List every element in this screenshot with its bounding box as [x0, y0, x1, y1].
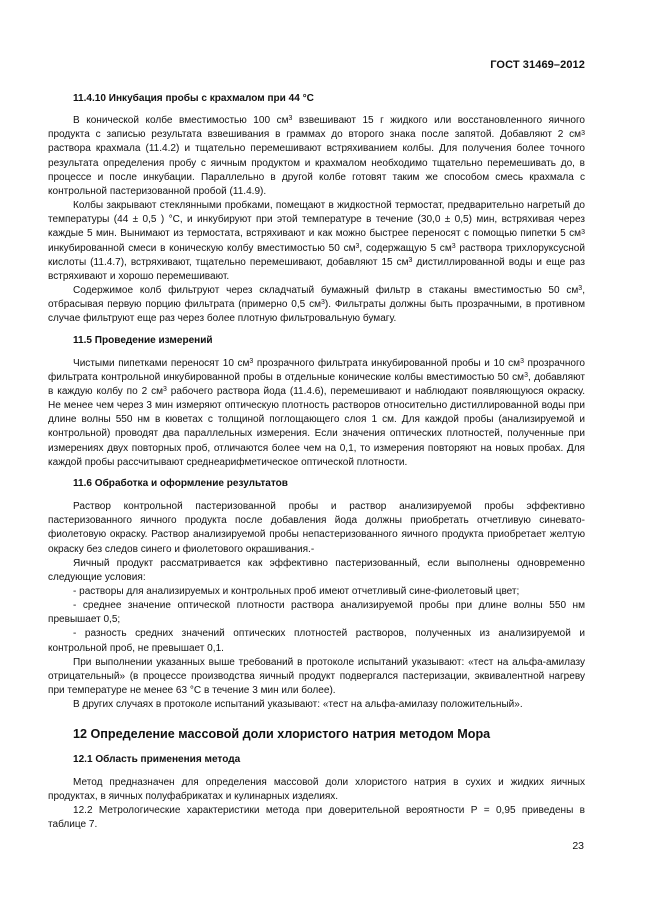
paragraph: Метод предназначен для определения массовой доли хлористого натрия в сухих и жидких яичных продуктах, в яичных полуфабрикатах и кулинарных изделиях. — [48, 776, 585, 802]
condition-item: - среднее значение оптической плотности раствора анализируемой пробы при длине волны 550 нм превышает 0,5; — [48, 600, 585, 626]
condition-item: - разность средних значений оптических плотностей растворов, полученных из анализируемой и контрольной проб, не превышает 0,1. — [48, 628, 585, 654]
section-title-11-5: 11.5 Проведение измерений — [73, 334, 213, 346]
page-number: 23 — [572, 840, 584, 852]
section-title-11-6: 11.6 Обработка и оформление результатов — [73, 477, 288, 489]
superscript-3: 3 — [408, 256, 413, 264]
condition-item: - растворы для анализируемых и контрольных проб имеют отчетливый сине-фиолетовый цвет; — [73, 586, 520, 597]
paragraph: В других случаях в протоколе испытаний указывают: «тест на альфа-амилазу положительный». — [73, 699, 523, 711]
paragraph: 12.2 Метрологические характеристики метода при доверительной вероятности Р = 0,95 приведены в таблице 7. — [48, 804, 585, 831]
paragraph: Чистыми пипетками переносят 10 $см^3$ прозрачного фильтрата инкубированной пробы и 10 $см^3$ прозрачного фильтрата контрольной инкубированной пробы в отдельные конические колбы вместимостью 50 $см^3$, добавляют в каждую колбу по 2 $см^3$ рабочего раствора йода (11.4.6), перемешивают и наблюдают появляющуюся окраску. Не менее чем через 3 мин измеряют оптическую плотность растворов относительно дистиллированной воды при длине волны 550 нм в кюветах с толщиной поглощающего слоя 1 см. Для каждой пробы (анализируемой и контрольной) проводят два параллельных измерения. Если значения оптических плотностей, полученные при измерениях двух повторных проб, отличаются более чем на 0,1, то измерения повторяют на новых пробах. Для каждой пробы рассчитывают среднеарифметическое оптической плотности. — [48, 357, 585, 468]
paragraph: Яичный продукт рассматривается как эффективно пастеризованный, если выполнены одновременно следующие условия: — [48, 557, 585, 583]
superscript-3: 3 — [355, 242, 360, 250]
superscript-3: 3 — [520, 357, 524, 365]
section-title-12-1: 12.1 Область применения метода — [73, 754, 241, 766]
paragraph: При выполнении указанных выше требований в протоколе испытаний указывают: «тест на альфа-амилазу отрицательный» (в процессе производства яичный продукт подвергался пастеризации, эквивалентной нагреву при температуре не менее 63 °С в течение 3 мин или более). — [48, 656, 585, 697]
document-body — [48, 92, 585, 832]
superscript-3: 3 — [451, 242, 456, 250]
superscript-3: 3 — [321, 299, 325, 307]
superscript-3: 3 — [163, 386, 167, 394]
paragraph: Колбы закрывают стеклянными пробками, помещают в жидкостной термостат, предварительно нагретый до температуры (44 ± 0,5 ) °С, и инкубируют при этой температуре в течение (30,0 ± 0,5) мин, встряхивая через каждые 5 мин. Вынимают из термостата, встряхивают и как можно быстрее переносят с помощью пипетки 5 $см^3$ инкубированной смеси в коническую колбу вместимостью 50 $см^3$, содержащую 5 $см^3$ раствора трихлоруксусной кислоты (11.4.7), встряхивают, тщательно перемешивают, добавляют 15 $см^3$ дистиллированной воды и еще раз встряхивают и хорошо перемешивают. — [48, 200, 585, 282]
superscript-3: 3 — [581, 129, 585, 137]
paragraph: Раствор контрольной пастеризованной пробы и раствор анализируемой пробы эффективно пастеризованного яичного продукта после добавления йода должны приобретать отчетливую синевато-фиолетовую окраску. Раствор анализируемой пробы непастеризованного яичного продукта приобретает желтую окраску без следов синего и фиолетового окрашивания.- — [48, 501, 585, 555]
superscript-3: 3 — [288, 115, 293, 123]
standard-header: ГОСТ 31469–2012 — [490, 59, 585, 71]
superscript-3: 3 — [578, 285, 583, 293]
paragraph: Содержимое колб фильтруют через складчатый бумажный фильтр в стаканы вместимостью 50 $см^3$, отбрасывая первую порцию фильтрата (примерно 0,5 $см^3$). Фильтраты должны быть прозрачными, в противном случае фильтруют еще раз через более плотную фильтровальную бумагу. — [48, 285, 585, 325]
superscript-3: 3 — [249, 357, 254, 365]
paragraph: В конической колбе вместимостью 100 $см^3$ взвешивают 15 г жидкого или восстановленного яичного продукта с записью результата взвешивания в граммах до второго знака после запятой. Добавляют 2 $см^3$ раствора крахмала (11.4.2) и тщательно перемешивают встряхиванием колбы. Для получения более точного результата определения пробу с яичным продуктом и крахмалом необходимо тщательно перемешивать до, в процессе и после инкубации. Параллельно в другой колбе готовят таким же способом смесь крахмала с контрольной пастеризованной пробой (11.4.9). — [48, 115, 585, 197]
chapter-title-12: 12 Определение массовой доли хлористого натрия методом Мора — [73, 727, 491, 742]
section-title-11-4-10: 11.4.10 Инкубация пробы с крахмалом при 44 °С — [73, 93, 314, 104]
superscript-3: 3 — [581, 228, 585, 236]
superscript-3: 3 — [524, 372, 528, 380]
